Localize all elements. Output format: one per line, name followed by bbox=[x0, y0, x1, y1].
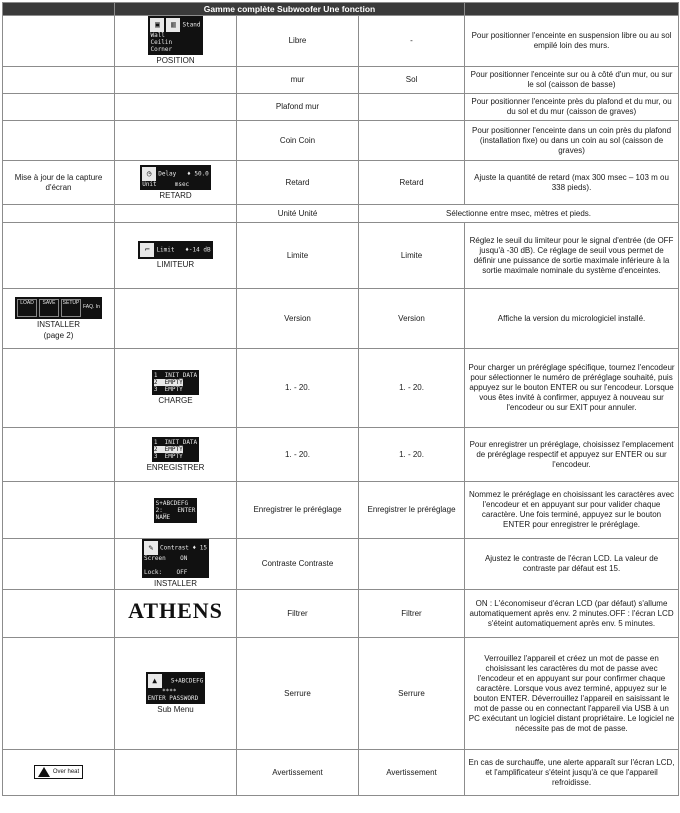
lcd-line: 1 INIT_DATA bbox=[153, 438, 198, 446]
speaker-icon: ▣ bbox=[150, 18, 164, 32]
lcd-delay bbox=[140, 165, 211, 190]
description-cell: Pour charger un préréglage spécifique, tournez l'encodeur pour sélectionner le numéro de préréglage souhaité, puis appuyez sur le bouton ENTER ou sur l'encodeur. Lorsque vous êtes invité à confirmer, appuyez à nouveau sur l'encodeur ou sur EXIT pour annuler. bbox=[465, 349, 679, 428]
screen-cell bbox=[115, 289, 237, 349]
lcd-limiter bbox=[138, 241, 212, 259]
lcd-text: S+ABCDEFG 2:_ bbox=[155, 499, 189, 514]
settings-table bbox=[2, 2, 679, 796]
menu-cell bbox=[3, 121, 115, 161]
param-cell: Limite bbox=[237, 223, 359, 289]
description-cell: Nommez le préréglage en choisissant les caractères avec l'encodeur et en appuyant sur pour valider chaque caractère. Une fois terminé, appuyez sur le bouton ENTER pour enregistrer le préréglage. bbox=[465, 482, 679, 539]
lcd-line-selected: 2 EMPTY bbox=[153, 445, 183, 453]
menu-cell bbox=[3, 67, 115, 94]
lcd-line: 3 EMPTY bbox=[153, 386, 183, 393]
description-cell: Réglez le seuil du limiteur pour le signal d'entrée (de OFF jusqu'à -30 dB). Ce réglage de seuil vous permet de définir une puissance de sortie maximale inférieure à la sortie maximale nominale du système d'enceintes. bbox=[465, 223, 679, 289]
lcd-text: Stand Wall Ceilin Corner bbox=[150, 21, 201, 53]
param-cell: Version bbox=[237, 289, 359, 349]
lcd-line: 3 EMPTY bbox=[153, 452, 183, 460]
value-cell: - bbox=[359, 16, 465, 67]
menu-cell bbox=[3, 750, 115, 796]
value-cell: Sol bbox=[359, 67, 465, 94]
screen-cell bbox=[115, 349, 237, 428]
wall-speaker-icon: ▥ bbox=[166, 18, 180, 32]
warning-icon bbox=[38, 767, 50, 777]
athens-logo: ATHENS bbox=[128, 598, 223, 623]
limiter-icon: ⌐ bbox=[140, 243, 154, 257]
menu-cell bbox=[3, 428, 115, 482]
screen-caption: RETARD bbox=[159, 190, 192, 200]
lcd-text: Limit ♦-14 dB bbox=[156, 246, 211, 254]
description-cell: Ajuste la quantité de retard (max 300 msec – 103 m ou 338 pieds). bbox=[465, 161, 679, 205]
screen-cell bbox=[115, 205, 237, 223]
description-cell: Pour positionner l'enceinte dans un coin près du plafond (installation fixe) ou dans un coin au sol (caisson de graves) bbox=[465, 121, 679, 161]
description-cell: Pour enregistrer un préréglage, choisissez l'emplacement de préréglage respectif et appuyez sur ENTER ou sur l'encodeur. bbox=[465, 428, 679, 482]
value-cell bbox=[359, 121, 465, 161]
description-cell: Ajustez le contraste de l'écran LCD. La valeur de contraste par défaut est 15. bbox=[465, 539, 679, 590]
table-row bbox=[3, 289, 679, 349]
param-cell: Serrure bbox=[237, 638, 359, 750]
table-row bbox=[3, 161, 679, 205]
table-row bbox=[3, 349, 679, 428]
param-cell: Avertissement bbox=[237, 750, 359, 796]
menu-cell bbox=[3, 539, 115, 590]
value-cell: Limite bbox=[359, 223, 465, 289]
menu-cell bbox=[3, 482, 115, 539]
lcd-save bbox=[152, 437, 199, 462]
lcd-text: Delay ♦ 50.0 Unit msec bbox=[142, 170, 209, 188]
value-cell: Filtrer bbox=[359, 590, 465, 638]
description-cell: Pour positionner l'enceinte en suspension libre ou au sol empilé loin des murs. bbox=[465, 16, 679, 67]
description-cell: ON : L'économiseur d'écran LCD (par défaut) s'allume automatiquement après env. 2 minutes.OFF : l'écran LCD s'éteint automatiquement après env. 5 minutes. bbox=[465, 590, 679, 638]
screen-cell bbox=[115, 16, 237, 67]
menu-cell bbox=[3, 590, 115, 638]
table-row bbox=[3, 638, 679, 750]
menu-caption: INSTALLER bbox=[37, 319, 80, 329]
screen-caption: ENREGISTRER bbox=[146, 462, 205, 472]
screen-cell bbox=[115, 67, 237, 94]
value-cell: 1. - 20. bbox=[359, 349, 465, 428]
menu-cell bbox=[3, 349, 115, 428]
lcd-name-preset bbox=[154, 498, 198, 523]
table-row bbox=[3, 94, 679, 121]
header-blank-1 bbox=[3, 3, 115, 16]
value-cell: 1. - 20. bbox=[359, 428, 465, 482]
param-cell: Plafond mur bbox=[237, 94, 359, 121]
screen-cell bbox=[115, 750, 237, 796]
header-blank-2 bbox=[465, 3, 679, 16]
screen-caption: INSTALLER bbox=[154, 579, 197, 588]
table-row bbox=[3, 16, 679, 67]
screen-caption: CHARGE bbox=[158, 396, 193, 405]
lcd-extra: FAQ. In bbox=[83, 303, 100, 310]
lock-icon: ▲ bbox=[148, 674, 162, 688]
screen-cell bbox=[115, 428, 237, 482]
param-cell: Contraste Contraste bbox=[237, 539, 359, 590]
table-row bbox=[3, 539, 679, 590]
lcd-text: S+ABCDEFG **** ENTER PASSWORD bbox=[147, 677, 204, 702]
menu-cell: Mise à jour de la capture d'écran bbox=[3, 161, 115, 205]
description-cell: Affiche la version du micrologiciel installé. bbox=[465, 289, 679, 349]
param-cell: Enregistrer le préréglage bbox=[237, 482, 359, 539]
value-cell: Version bbox=[359, 289, 465, 349]
table-row bbox=[3, 121, 679, 161]
menu-cell bbox=[3, 289, 115, 349]
table-header-title: Gamme complète Subwoofer Une fonction bbox=[115, 3, 465, 16]
table-header-row bbox=[3, 3, 679, 16]
param-cell: Filtrer bbox=[237, 590, 359, 638]
table-row bbox=[3, 428, 679, 482]
screen-cell bbox=[115, 590, 237, 638]
menu-cell bbox=[3, 223, 115, 289]
screen-caption: POSITION bbox=[156, 56, 195, 65]
param-cell: Retard bbox=[237, 161, 359, 205]
lcd-text: Contrast ♦ 15 Screen ON Lock: OFF bbox=[144, 544, 207, 576]
value-cell: Enregistrer le préréglage bbox=[359, 482, 465, 539]
screen-cell bbox=[115, 94, 237, 121]
load-icon: LOAD bbox=[17, 299, 37, 317]
value-cell bbox=[359, 539, 465, 590]
screen-cell bbox=[115, 223, 237, 289]
param-cell: Libre bbox=[237, 16, 359, 67]
lcd-line-selected: 2 EMPTY bbox=[153, 379, 183, 386]
overheat-warning-box bbox=[34, 765, 83, 779]
table-row bbox=[3, 205, 679, 223]
wrench-icon: ✎ bbox=[144, 541, 158, 555]
warning-text: Over heat bbox=[52, 769, 80, 775]
menu-cell bbox=[3, 205, 115, 223]
screen-cell bbox=[115, 539, 237, 590]
lcd-setup bbox=[142, 539, 209, 578]
setup-icon: SETUP bbox=[61, 299, 81, 317]
screen-cell bbox=[115, 161, 237, 205]
value-cell bbox=[359, 94, 465, 121]
table-row bbox=[3, 590, 679, 638]
menu-cell bbox=[3, 94, 115, 121]
param-cell: 1. - 20. bbox=[237, 349, 359, 428]
screen-cell bbox=[115, 482, 237, 539]
description-cell: En cas de surchauffe, une alerte apparaît sur l'écran LCD, et l'amplificateur s'éteint jusqu'à ce que l'appareil refroidisse. bbox=[465, 750, 679, 796]
description-cell: Sélectionne entre msec, mètres et pieds. bbox=[359, 205, 679, 223]
screen-caption: Sub Menu bbox=[157, 705, 194, 714]
lcd-load bbox=[152, 370, 199, 395]
screen-caption: LIMITEUR bbox=[156, 260, 195, 269]
table-row bbox=[3, 223, 679, 289]
lcd-position bbox=[148, 16, 202, 55]
param-cell: 1. - 20. bbox=[237, 428, 359, 482]
param-cell: Unité Unité bbox=[237, 205, 359, 223]
value-cell: Retard bbox=[359, 161, 465, 205]
clock-icon: ◷ bbox=[142, 167, 156, 181]
table-row bbox=[3, 750, 679, 796]
screen-cell bbox=[115, 638, 237, 750]
menu-subcaption: (page 2) bbox=[43, 330, 74, 340]
param-cell: Coin Coin bbox=[237, 121, 359, 161]
lcd-side-label: ENTER NAME bbox=[155, 506, 196, 521]
menu-cell bbox=[3, 16, 115, 67]
menu-cell bbox=[3, 638, 115, 750]
description-cell: Verrouillez l'appareil et créez un mot de passe en choisissant les caractères du mot de passe avec l'encodeur et en appuyant sur pour confirmer chaque caractère. Lorsque vous avez terminé, appuyez sur le bouton ENTER. Déverrouillez l'appareil en saisissant le mot de passe ou en connectant l'appareil via USB à un PC exécutant un logiciel distant propriétaire. Le logiciel ne nécessite pas de mot de passe. bbox=[465, 638, 679, 750]
table-row bbox=[3, 67, 679, 94]
description-cell: Pour positionner l'enceinte sur ou à côté d'un mur, ou sur le sol (caisson de basse) bbox=[465, 67, 679, 94]
screen-cell bbox=[115, 121, 237, 161]
menu-icon-row bbox=[15, 297, 102, 319]
value-cell: Avertissement bbox=[359, 750, 465, 796]
save-icon: SAVE bbox=[39, 299, 59, 317]
lcd-password bbox=[146, 672, 206, 704]
description-cell: Pour positionner l'enceinte près du plafond et du mur, ou du sol et du mur (caisson de graves) bbox=[465, 94, 679, 121]
table-row bbox=[3, 482, 679, 539]
value-cell: Serrure bbox=[359, 638, 465, 750]
lcd-line: 1 INIT_DATA bbox=[153, 372, 198, 379]
param-cell: mur bbox=[237, 67, 359, 94]
